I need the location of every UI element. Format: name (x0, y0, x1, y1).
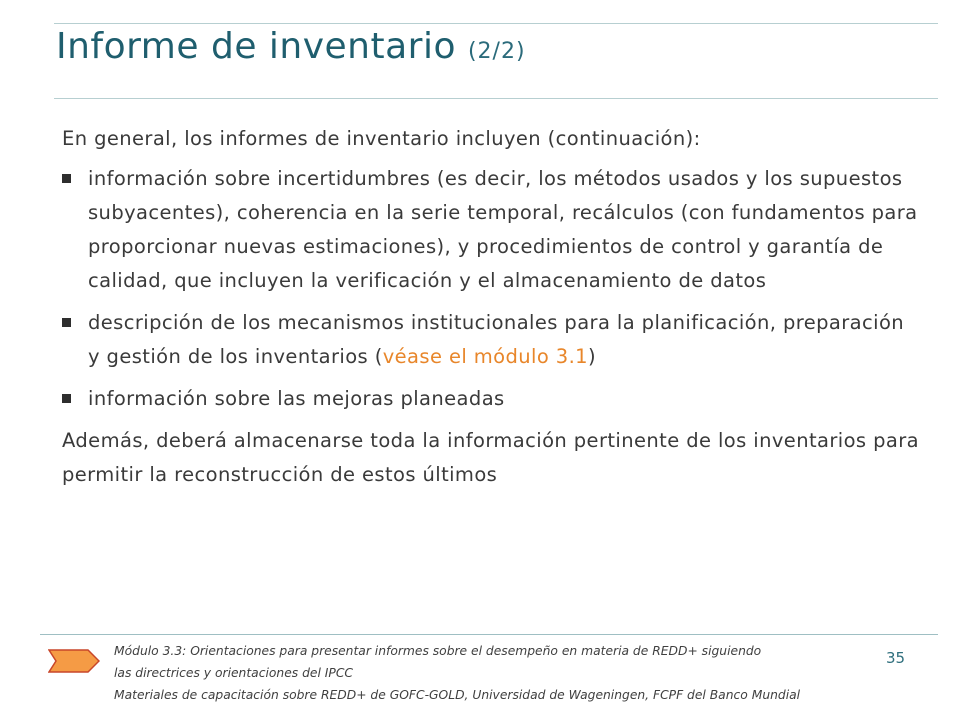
slide-body (62, 122, 922, 492)
bullet-text: información sobre incertidumbres (es decir, los métodos usados y los supuestos subyacentes), coherencia en la serie temporal, recálculos (con fundamentos para proporcionar nuevas estimaciones), y procedimientos de control y garantía de calidad, que incluyen la verificación y el almacenamiento de datos (88, 167, 918, 292)
square-bullet-icon (62, 174, 71, 183)
footer-line-1: Módulo 3.3: Orientaciones para presentar informes sobre el desempeño en materia de REDD+ siguiendo (114, 644, 762, 658)
footer-line-3: Materiales de capacitación sobre REDD+ de GOFC-GOLD, Universidad de Wageningen, FCPF del Banco Mundial (114, 688, 801, 702)
list-item (62, 162, 922, 298)
footer-line-2: las directrices y orientaciones del IPCC (114, 666, 353, 680)
title-text: Informe de inventario (56, 26, 456, 67)
list-item (62, 306, 922, 374)
bullet-text: información sobre las mejoras planeadas (88, 387, 505, 410)
bullet-text: descripción de los mecanismos institucionales para la planificación, preparación y gestión de los inventarios ( (88, 311, 905, 368)
title-divider (54, 98, 938, 99)
page-number: 35 (886, 649, 906, 667)
title-suffix: (2/2) (467, 39, 526, 64)
bullet-text-end: ) (587, 345, 596, 368)
closing-text: Además, deberá almacenarse toda la información pertinente de los inventarios para permitir la reconstrucción de estos últimos (62, 429, 919, 486)
footer-divider (40, 634, 938, 635)
chevron-arrow-icon (48, 648, 100, 674)
page-title (56, 26, 526, 67)
module-link[interactable]: véase el módulo 3.1 (382, 345, 588, 368)
intro-text: En general, los informes de inventario incluyen (continuación): (62, 127, 701, 150)
bullet-list (62, 162, 922, 416)
list-item (62, 382, 922, 416)
top-divider (54, 23, 938, 24)
square-bullet-icon (62, 318, 71, 327)
square-bullet-icon (62, 394, 71, 403)
footer-credits (114, 640, 904, 706)
